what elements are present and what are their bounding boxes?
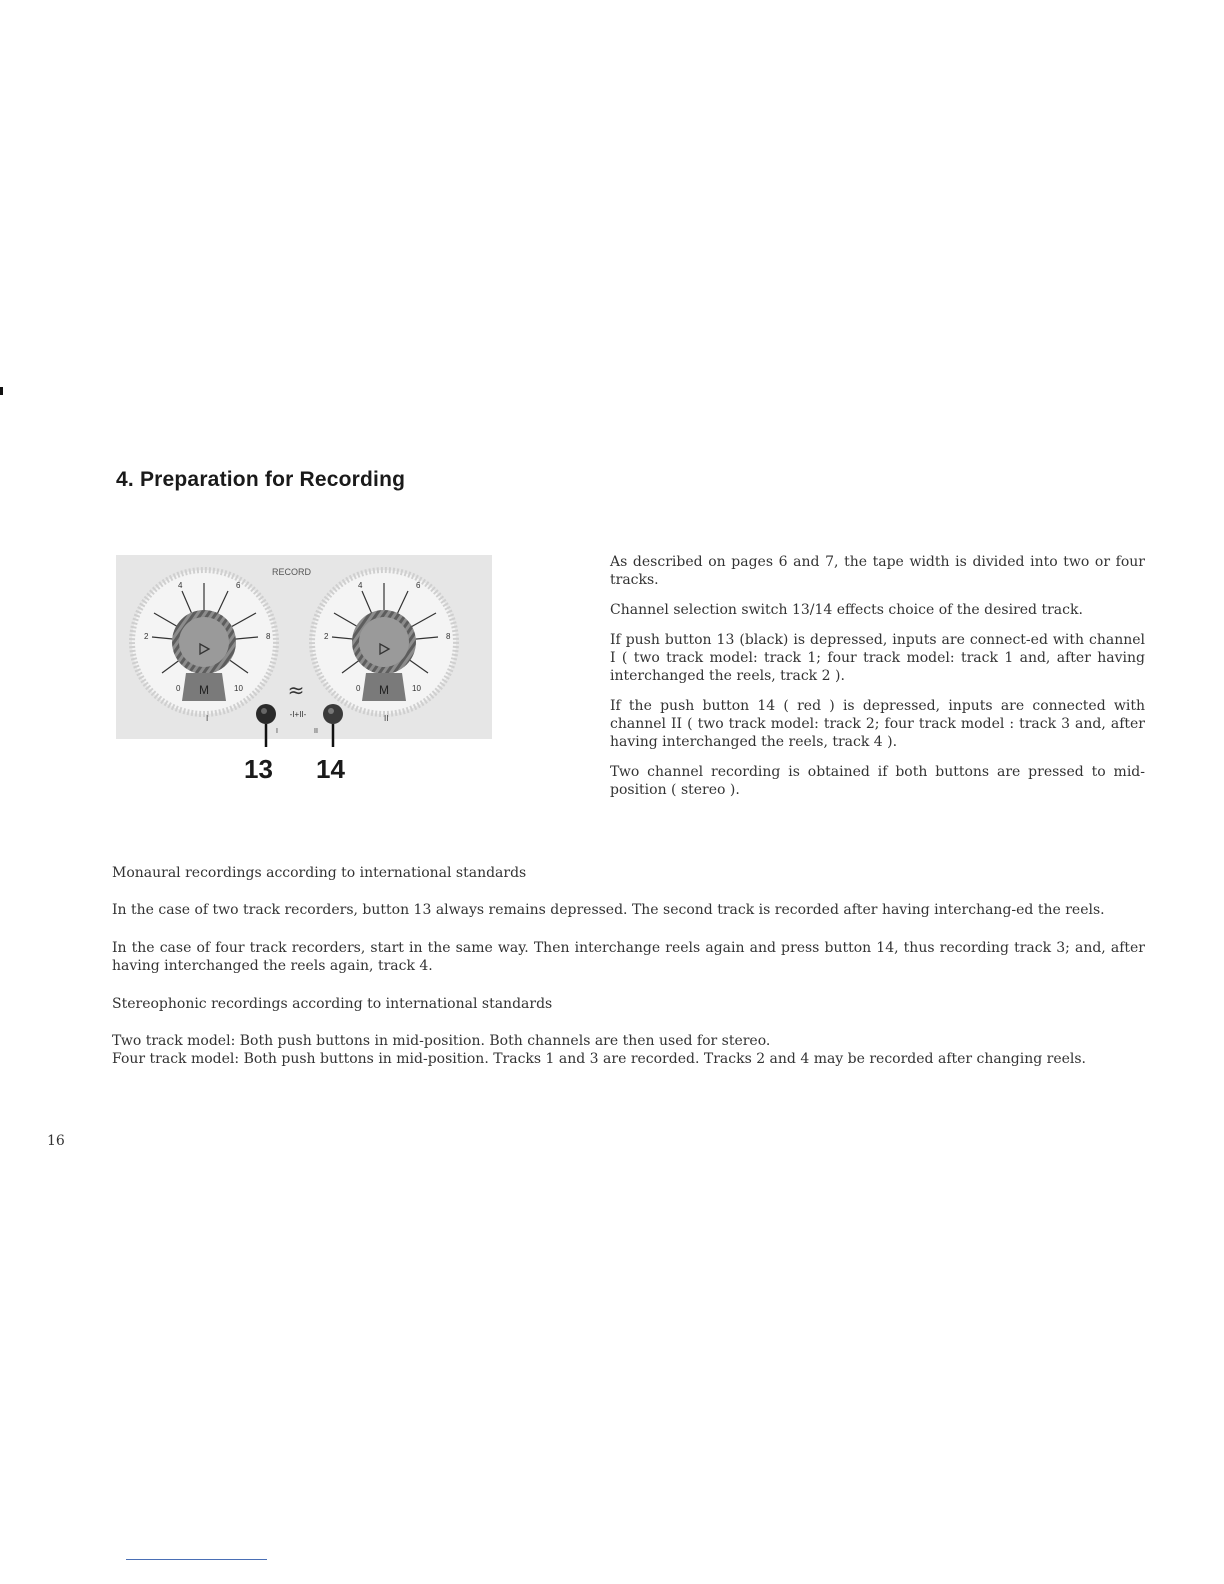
svg-text:4: 4 <box>178 581 183 590</box>
svg-text:0: 0 <box>176 684 181 693</box>
svg-text:0: 0 <box>356 684 361 693</box>
paragraph-stereo: Two channel recording is obtained if both buttons are pressed to mid-position ( stereo ). <box>610 764 1145 798</box>
svg-text:6: 6 <box>236 581 241 590</box>
monaural-four-track: In the case of four track recorders, start in the same way. Then interchange reels again and press button 14, thus recording track 3; and, after having interchanged the reels again, track 4. <box>112 940 1145 974</box>
svg-text:6: 6 <box>416 581 421 590</box>
bottom-rule <box>126 1559 267 1560</box>
monaural-two-track: In the case of two track recorders, button 13 always remains depressed. The second track is recorded after having interchang-ed the reels. <box>112 902 1105 918</box>
monaural-heading: Monaural recordings according to international standards <box>112 865 527 881</box>
section-heading: 4. Preparation for Recording <box>116 468 406 491</box>
svg-text:M: M <box>199 683 209 697</box>
svg-text:II: II <box>384 714 389 723</box>
wave-symbol: ≈ <box>287 678 305 702</box>
paragraph-channel-switch: Channel selection switch 13/14 effects choice of the desired track. <box>610 602 1083 618</box>
record-panel-illustration <box>116 555 496 795</box>
callout-14: 14 <box>316 754 345 784</box>
switch-label: -I+II- <box>289 710 307 719</box>
record-label: RECORD <box>272 567 312 577</box>
svg-text:2: 2 <box>144 632 149 641</box>
page-number: 16 <box>47 1133 65 1149</box>
svg-text:II: II <box>314 728 318 735</box>
paragraph-button-13: If push button 13 (black) is depressed, inputs are connect-ed with channel I ( two track model: track 1; four track model: track 1 and, after having interchanged the reels, track 2 ). <box>610 632 1145 684</box>
paragraph-button-14: If the push button 14 ( red ) is depressed, inputs are connected with channel II ( two track model: track 2; four track model : track 3 and, after having interchanged the reels, track 4 ). <box>610 698 1145 750</box>
callout-13: 13 <box>244 754 273 784</box>
stereo-four-track: Four track model: Both push buttons in mid-position. Tracks 1 and 3 are recorded. Tracks 2 and 4 may be recorded after changing reels. <box>112 1051 1087 1067</box>
svg-text:10: 10 <box>234 684 243 693</box>
svg-text:4: 4 <box>358 581 363 590</box>
svg-text:M: M <box>379 683 389 697</box>
svg-text:I: I <box>206 714 209 723</box>
svg-text:10: 10 <box>412 684 421 693</box>
record-panel-figure <box>116 555 496 795</box>
stereo-two-track: Two track model: Both push buttons in mid-position. Both channels are then used for stereo. <box>112 1033 771 1049</box>
svg-text:8: 8 <box>446 632 451 641</box>
paragraph-track-division: As described on pages 6 and 7, the tape width is divided into two or four tracks. <box>610 554 1145 588</box>
svg-text:8: 8 <box>266 632 271 641</box>
svg-text:2: 2 <box>324 632 329 641</box>
stereophonic-heading: Stereophonic recordings according to international standards <box>112 996 553 1012</box>
edge-mark <box>0 387 3 395</box>
svg-text:I: I <box>276 728 278 735</box>
body-text <box>112 864 1145 1068</box>
right-column-text <box>610 553 1145 811</box>
